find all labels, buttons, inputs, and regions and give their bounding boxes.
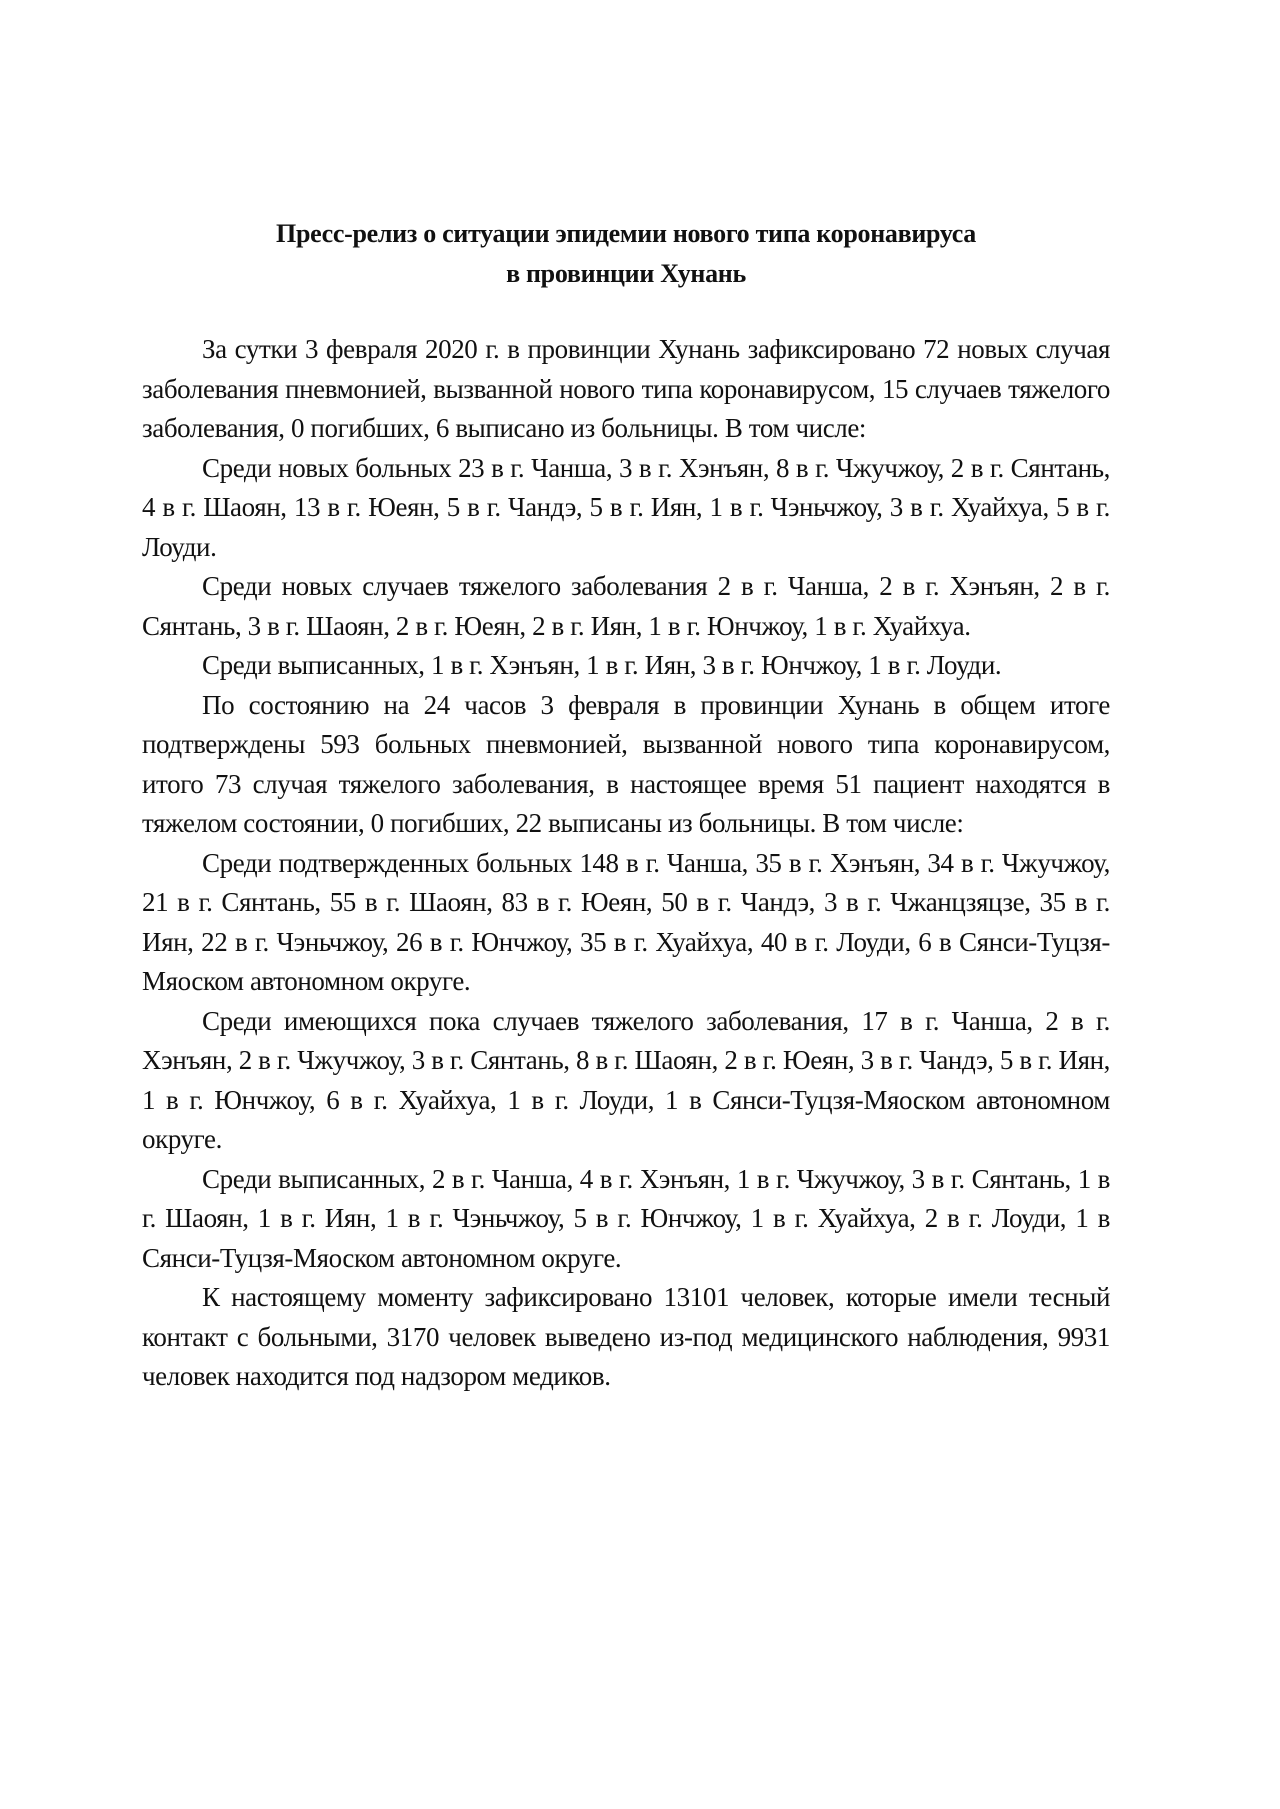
paragraph-confirmed-by-city: Среди подтвержденных больных 148 в г. Чанша, 35 в г. Хэнъян, 34 в г. Чжучжоу, 21 в г. Сянтань, 55 в г. Шаоян, 83 в г. Юеян, 50 в г. Чандэ, 3 в г. Чжанцзяцзе, 35 в г. Иян, 22 в г. Чэньчжоу, 26 в г. Юнчжоу, 35 в г. Хуайхуа, 40 в г. Лоуди, 6 в Сянси-Туцзя-Мяоском автономном округе. — [142, 847, 1110, 996]
paragraph-new-discharged: Среди выписанных, 1 в г. Хэнъян, 1 в г. Иян, 3 в г. Юнчжоу, 1 в г. Лоуди. — [202, 650, 1002, 680]
paragraph-close-contacts: К настоящему моменту зафиксировано 13101 человек, которые имели тесный контакт с больными, 3170 человек выведено из-под медицинского наблюдения, 9931 человек находится под надзором медиков. — [142, 1282, 1110, 1391]
paragraph-severe-by-city: Среди имеющихся пока случаев тяжелого заболевания, 17 в г. Чанша, 2 в г. Хэнъян, 2 в г. Чжучжоу, 3 в г. Сянтань, 8 в г. Шаоян, 2 в г. Юеян, 3 в г. Чандэ, 5 в г. Иян, 1 в г. Юнчжоу, 6 в г. Хуайхуа, 1 в г. Лоуди, 1 в Сянси-Туцзя-Мяоском автономном округе. — [142, 1005, 1110, 1154]
paragraph-new-cases: Среди новых больных 23 в г. Чанша, 3 в г. Хэнъян, 8 в г. Чжучжоу, 2 в г. Сянтань, 4 в г. Шаоян, 13 в г. Юеян, 5 в г. Чандэ, 5 в г. Иян, 1 в г. Чэньчжоу, 3 в г. Хуайхуа, 5 в г. Лоуди. — [142, 452, 1110, 562]
paragraph-cumulative-summary: По состоянию на 24 часов 3 февраля в провинции Хунань в общем итоге подтверждены 593 больных пневмонией, вызванной нового типа коронавирусом, итого 73 случая тяжелого заболевания, в настоящее время 51 пациент находятся в тяжелом состоянии, 0 погибших, 22 выписаны из больницы. В том числе: — [142, 689, 1110, 838]
paragraph-new-severe-cases: Среди новых случаев тяжелого заболевания 2 в г. Чанша, 2 в г. Хэнъян, 2 в г. Сянтань, 3 в г. Шаоян, 2 в г. Юеян, 2 в г. Иян, 1 в г. Юнчжоу, 1 в г. Хуайхуа. — [142, 571, 1110, 641]
document-page — [142, 214, 1110, 1397]
paragraph-discharged-by-city: Среди выписанных, 2 в г. Чанша, 4 в г. Хэнъян, 1 в г. Чжучжоу, 3 в г. Сянтань, 1 в г. Шаоян, 1 в г. Иян, 1 в г. Чэньчжоу, 5 в г. Юнчжоу, 1 в г. Хуайхуа, 2 в г. Лоуди, 1 в Сянси-Туцзя-Мяоском автономном округе. — [142, 1163, 1110, 1273]
title-line-1: Пресс-релиз о ситуации эпидемии нового типа коронавируса — [276, 219, 976, 248]
title-line-2: в провинции Хунань — [506, 259, 746, 288]
document-title — [142, 214, 1110, 294]
paragraph-daily-summary: За сутки 3 февраля 2020 г. в провинции Хунань зафиксировано 72 новых случая заболевания пневмонией, вызванной нового типа коронавирусом, 15 случаев тяжелого заболевания, 0 погибших, 6 выписано из больницы. В том числе: — [142, 334, 1110, 443]
